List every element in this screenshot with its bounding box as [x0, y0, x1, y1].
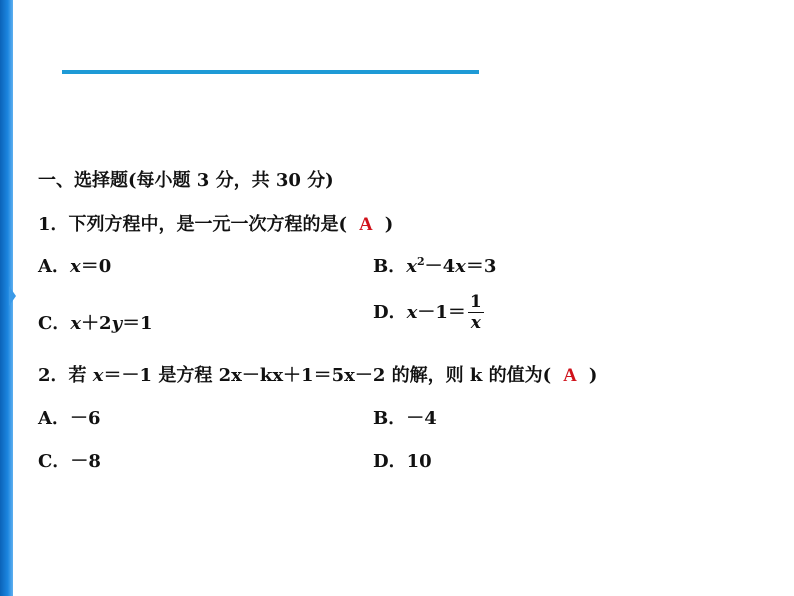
- q1-option-a-label: A．: [38, 256, 70, 277]
- q1-option-b-label: B．: [373, 256, 407, 277]
- q1-answer: A: [359, 214, 373, 235]
- q1-option-d-label: D．: [373, 302, 407, 323]
- q1-option-c: C．x＋2y＝1: [38, 313, 153, 334]
- section-title: 一、选择题(每小题 3 分，共 30 分): [38, 170, 334, 191]
- q1-option-d: D．x－1＝ $\frac{1}{x}$: [373, 292, 482, 333]
- sidebar-notch: [9, 286, 16, 306]
- q2-option-c: C．－8: [38, 451, 101, 472]
- q1-option-c-label: C．: [38, 313, 71, 334]
- q1-option-b: B．$x^2-4x=3$: [373, 255, 497, 277]
- q1-close-paren: ): [384, 214, 394, 235]
- question-2-stem: 2．若 x＝－1 是方程 2x－kx＋1＝5x－2 的解，则 k 的值为( A ): [38, 365, 598, 386]
- title-underline: [62, 70, 479, 74]
- q2-close-paren: ): [588, 365, 598, 386]
- q2-stem-pre: 2．若: [38, 365, 93, 386]
- left-sidebar-decoration: [0, 0, 13, 596]
- q2-option-d: D．10: [373, 451, 432, 472]
- question-1-stem: [38, 210, 393, 236]
- q2-stem-mid: 是方程 2x－kx＋1＝5x－2 的解，则 k 的值为(: [158, 365, 552, 386]
- q1-option-a: A．x＝0: [38, 256, 112, 277]
- fraction-one-over-x: $\frac{1}{x}$: [469, 292, 482, 333]
- q2-answer: A: [563, 365, 577, 386]
- q2-option-b: B．－4: [373, 408, 437, 429]
- q2-option-a: A．－6: [38, 408, 101, 429]
- q1-stem-text: 1．下列方程中，是一元一次方程的是(: [38, 214, 348, 235]
